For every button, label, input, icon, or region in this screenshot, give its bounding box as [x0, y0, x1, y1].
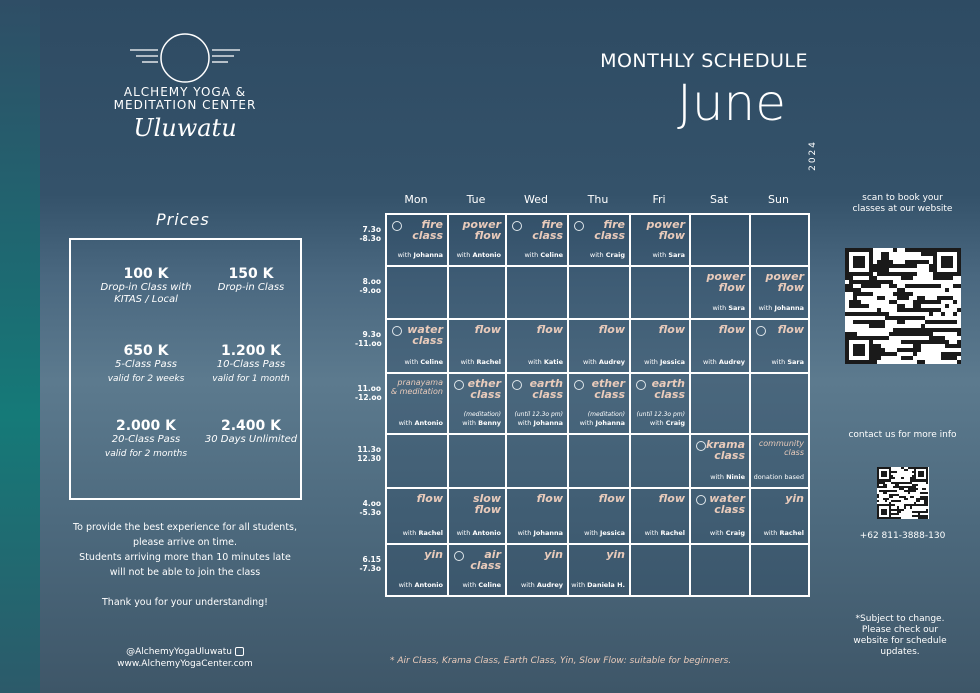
- class-name: ether class: [467, 377, 501, 401]
- notice-line: To provide the best experience for all students,: [72, 522, 298, 533]
- time-end: -12.oo: [355, 393, 382, 402]
- class-name: fire class: [532, 218, 563, 242]
- header: [600, 50, 818, 171]
- class-note: (until 12.3o pm): [636, 411, 685, 418]
- class-cell[interactable]: [567, 213, 631, 267]
- price-label: Drop-in Class: [217, 282, 285, 293]
- brand-location: Uluwatu: [133, 114, 237, 142]
- instructor-name: Rachel: [779, 529, 804, 537]
- contact-qr-code[interactable]: [877, 467, 929, 519]
- empty-cell: [385, 433, 449, 489]
- day-header-sun: Sun: [768, 193, 789, 206]
- class-name: flow: [598, 492, 625, 505]
- instructor-name: Johanna: [413, 251, 443, 259]
- class-name: pranayama & meditation: [390, 378, 443, 396]
- time-label: [355, 277, 381, 295]
- class-name: yin: [544, 548, 563, 561]
- empty-cell: [629, 265, 691, 320]
- sun-logo-icon: [130, 30, 240, 86]
- instructor-name: Daniela H.: [587, 581, 625, 589]
- class-instructor: [703, 358, 745, 366]
- price-item: [196, 420, 306, 446]
- class-name: water class: [407, 323, 443, 347]
- class-cell[interactable]: [505, 543, 569, 597]
- class-instructor: [754, 473, 804, 481]
- price-note: valid for 2 months: [104, 449, 188, 459]
- notice: [60, 520, 310, 610]
- with-label: with: [404, 358, 419, 366]
- empty-cell: [629, 433, 691, 489]
- instructor-name: Audrey: [598, 358, 625, 366]
- class-name: slow flow: [472, 492, 501, 516]
- with-label: with: [702, 358, 717, 366]
- empty-cell: [505, 433, 569, 489]
- class-instructor: [524, 251, 563, 259]
- day-header-tue: Tue: [466, 193, 486, 206]
- class-instructor: [584, 529, 625, 537]
- time-end: -5.3o: [359, 508, 381, 517]
- with-label: with: [520, 581, 535, 589]
- empty-cell: [629, 543, 691, 597]
- with-label: with: [710, 473, 724, 481]
- class-name: fire class: [594, 218, 625, 242]
- price-label: 30 Days Unlimited: [204, 434, 298, 445]
- instructor-name: Sara: [787, 358, 804, 366]
- price-value: 2.000 K: [115, 418, 176, 434]
- class-instructor: [771, 358, 804, 366]
- class-name: flow: [718, 323, 745, 336]
- instructor-name: Audrey: [718, 358, 745, 366]
- phone: +62 811-3888-130: [859, 531, 946, 541]
- price-item: [196, 268, 306, 294]
- class-cell[interactable]: [447, 372, 507, 435]
- prices-title: Prices: [156, 210, 210, 229]
- class-instructor: [528, 358, 563, 366]
- class-cell[interactable]: [749, 265, 810, 320]
- class-cell[interactable]: [385, 543, 449, 597]
- contact-text: contact us for more info: [848, 430, 957, 440]
- empty-cell: [567, 265, 631, 320]
- class-cell[interactable]: [629, 213, 691, 267]
- instructor-name: Johanna: [774, 304, 804, 312]
- notice-line: [60, 580, 310, 595]
- class-note: (meditation): [463, 411, 501, 418]
- class-name: flow: [658, 323, 685, 336]
- class-name: power flow: [462, 218, 501, 242]
- class-name: power flow: [706, 270, 745, 294]
- instructor-name: Jessica: [659, 358, 685, 366]
- empty-cell: [749, 213, 810, 267]
- class-instructor: [652, 251, 685, 259]
- instructor-name: Celine: [478, 581, 501, 589]
- class-cell[interactable]: [385, 487, 449, 545]
- class-name: yin: [785, 492, 804, 505]
- day-header-sat: Sat: [709, 193, 729, 206]
- qr-module: [957, 360, 961, 364]
- price-label: Drop-in Class with KITAS / Local: [100, 282, 192, 305]
- class-cell[interactable]: [385, 213, 449, 267]
- class-cell[interactable]: [385, 372, 449, 435]
- time-label: [355, 445, 381, 463]
- class-name: power flow: [765, 270, 804, 294]
- class-info: donation based: [753, 473, 804, 481]
- price-value: 100 K: [123, 266, 169, 282]
- class-instructor: [580, 411, 625, 427]
- class-cell[interactable]: [749, 433, 810, 489]
- time-start: 4.oo: [362, 499, 381, 508]
- time-end: -7.3o: [359, 564, 381, 573]
- class-instructor: [712, 304, 745, 312]
- disclaimer: *Subject to change. Please check our website for schedule updates.: [853, 614, 947, 657]
- empty-cell: [447, 265, 507, 320]
- class-instructor: [403, 529, 443, 537]
- class-cell[interactable]: [689, 265, 751, 320]
- notice-line: please arrive on time.: [132, 537, 238, 548]
- class-cell[interactable]: [447, 318, 507, 374]
- instructor-name: Craig: [725, 529, 745, 537]
- day-header-thu: Thu: [587, 193, 609, 206]
- class-instructor: [457, 529, 501, 537]
- instagram-handle[interactable]: @AlchemyYogaUluwatu: [110, 646, 260, 658]
- day-header-mon: Mon: [404, 193, 428, 206]
- with-label: with: [524, 251, 539, 259]
- class-cell[interactable]: [567, 318, 631, 374]
- instructor-name: Antonio: [472, 251, 501, 259]
- booking-qr-code[interactable]: [845, 248, 961, 364]
- day-header-wed: Wed: [524, 193, 548, 206]
- qr-module: [926, 517, 928, 519]
- notice-line: Thank you for your understanding!: [102, 597, 268, 608]
- notice-line: will not be able to join the class: [109, 567, 261, 578]
- empty-cell: [749, 372, 810, 435]
- time-label: [355, 384, 381, 402]
- with-label: with: [517, 529, 532, 537]
- logo: [105, 30, 265, 142]
- class-cell[interactable]: [689, 433, 751, 489]
- social: [110, 646, 260, 670]
- class-instructor: [590, 251, 625, 259]
- day-header-fri: Fri: [652, 193, 666, 206]
- instagram-icon: [235, 647, 244, 656]
- with-label: with: [649, 419, 664, 427]
- year: 2024: [808, 140, 818, 171]
- with-label: with: [460, 358, 475, 366]
- with-label: with: [712, 304, 727, 312]
- instructor-name: Rachel: [418, 529, 443, 537]
- class-name: earth class: [651, 377, 685, 401]
- instructor-name: Audrey: [536, 581, 563, 589]
- with-label: with: [398, 581, 413, 589]
- with-label: with: [397, 251, 412, 259]
- class-cell[interactable]: [567, 487, 631, 545]
- price-value: 150 K: [228, 266, 274, 282]
- class-name: water class: [709, 492, 745, 516]
- with-label: with: [582, 358, 597, 366]
- time-end: -9.oo: [359, 286, 381, 295]
- class-name: flow: [536, 492, 563, 505]
- class-instructor: [644, 358, 685, 366]
- class-instructor: [515, 411, 563, 427]
- class-name: earth class: [529, 377, 563, 401]
- empty-cell: [567, 433, 631, 489]
- class-cell[interactable]: [385, 318, 449, 374]
- class-instructor: [637, 411, 685, 427]
- time-start: 6.15: [362, 555, 381, 564]
- with-label: with: [771, 358, 786, 366]
- with-label: with: [579, 419, 594, 427]
- class-cell[interactable]: [689, 318, 751, 374]
- class-cell[interactable]: [505, 487, 569, 545]
- class-instructor: [583, 358, 625, 366]
- price-item: [91, 345, 201, 385]
- with-label: with: [456, 529, 471, 537]
- class-name: fire class: [412, 218, 443, 242]
- class-note: (until 12.3o pm): [514, 411, 563, 418]
- class-instructor: [457, 251, 501, 259]
- with-label: with: [462, 419, 477, 427]
- class-name: community class: [758, 439, 804, 457]
- price-item: [91, 268, 201, 306]
- price-value: 650 K: [123, 343, 169, 359]
- brand-name-1: ALCHEMY YOGA &: [123, 85, 247, 99]
- class-instructor: [462, 581, 501, 589]
- class-name: flow: [658, 492, 685, 505]
- class-instructor: [710, 473, 745, 481]
- class-cell[interactable]: [629, 372, 691, 435]
- time-end: -11.oo: [355, 339, 382, 348]
- class-name: krama class: [705, 438, 745, 462]
- with-label: with: [644, 529, 659, 537]
- notice-line: Students arriving more than 10 minutes late: [79, 552, 291, 563]
- class-cell[interactable]: [567, 372, 631, 435]
- empty-cell: [689, 543, 751, 597]
- time-start: 8.oo: [362, 277, 381, 286]
- instructor-name: Johanna: [533, 419, 563, 427]
- instructor-name: Celine: [420, 358, 443, 366]
- price-label: 20-Class Pass: [111, 434, 181, 445]
- time-end: 12.30: [357, 454, 381, 463]
- time-label: [355, 330, 381, 348]
- element-icon: [756, 326, 766, 336]
- empty-cell: [505, 265, 569, 320]
- footnote: * Air Class, Krama Class, Earth Class, Yin, Slow Flow: suitable for beginners.: [390, 656, 732, 666]
- class-instructor: [759, 304, 804, 312]
- instructor-name: Benny: [478, 419, 501, 427]
- class-name: yin: [606, 548, 625, 561]
- class-instructor: [461, 358, 501, 366]
- instructor-name: Rachel: [476, 358, 501, 366]
- price-label: 10-Class Pass: [216, 359, 286, 370]
- instructor-name: Antonio: [414, 581, 443, 589]
- with-label: with: [571, 581, 586, 589]
- class-note: (meditation): [587, 411, 625, 418]
- class-instructor: [571, 581, 625, 589]
- with-label: with: [763, 529, 778, 537]
- class-cell[interactable]: [629, 318, 691, 374]
- booking-text: scan to book your classes at our website: [852, 193, 953, 214]
- brand-name-2: MEDITATION CENTER: [113, 98, 257, 112]
- class-cell[interactable]: [505, 318, 569, 374]
- with-label: with: [652, 251, 667, 259]
- with-label: with: [398, 419, 413, 427]
- empty-cell: [689, 213, 751, 267]
- instructor-name: Antonio: [414, 419, 443, 427]
- instructor-name: Jessica: [599, 529, 625, 537]
- class-name: air class: [470, 548, 501, 572]
- class-name: flow: [777, 323, 804, 336]
- price-item: [91, 420, 201, 460]
- with-label: with: [709, 529, 724, 537]
- price-item: [196, 345, 306, 385]
- class-instructor: [645, 529, 685, 537]
- class-cell[interactable]: [629, 487, 691, 545]
- instructor-name: Antonio: [472, 529, 501, 537]
- class-name: flow: [474, 323, 501, 336]
- class-instructor: [399, 581, 443, 589]
- time-start: 11.3o: [357, 445, 381, 454]
- empty-cell: [689, 372, 751, 435]
- class-cell[interactable]: [505, 372, 569, 435]
- with-label: with: [517, 419, 532, 427]
- time-label: [355, 225, 381, 243]
- instructor-name: Johanna: [595, 419, 625, 427]
- instructor-name: Ninie: [726, 473, 745, 481]
- empty-cell: [385, 265, 449, 320]
- class-name: flow: [416, 492, 443, 505]
- instructor-name: Celine: [540, 251, 563, 259]
- with-label: with: [402, 529, 417, 537]
- class-name: power flow: [646, 218, 685, 242]
- class-cell[interactable]: [749, 487, 810, 545]
- class-instructor: [399, 419, 443, 427]
- with-label: with: [758, 304, 773, 312]
- time-start: 9.3o: [362, 330, 381, 339]
- class-cell[interactable]: [447, 487, 507, 545]
- time-start: 11.oo: [357, 384, 381, 393]
- with-label: with: [584, 529, 598, 537]
- instructor-name: Sara: [668, 251, 685, 259]
- class-cell[interactable]: [689, 487, 751, 545]
- class-cell[interactable]: [749, 318, 810, 374]
- class-name: yin: [424, 548, 443, 561]
- class-instructor: [518, 529, 563, 537]
- class-instructor: [398, 251, 443, 259]
- with-label: with: [462, 581, 477, 589]
- time-end: -8.3o: [359, 234, 381, 243]
- schedule-title: MONTHLY SCHEDULE: [600, 50, 808, 72]
- with-label: with: [527, 358, 542, 366]
- class-instructor: [462, 411, 501, 427]
- price-value: 2.400 K: [220, 418, 281, 434]
- schedule-grid: [355, 210, 810, 595]
- price-note: valid for 1 month: [212, 374, 290, 384]
- instructor-name: Craig: [605, 251, 625, 259]
- instructor-name: Rachel: [660, 529, 685, 537]
- empty-cell: [749, 543, 810, 597]
- class-cell[interactable]: [567, 543, 631, 597]
- time-label: [355, 555, 381, 573]
- empty-cell: [447, 433, 507, 489]
- website-link[interactable]: www.AlchemyYogaCenter.com: [117, 659, 253, 669]
- instructor-name: Johanna: [533, 529, 563, 537]
- time-start: 7.3o: [362, 225, 381, 234]
- class-instructor: [404, 358, 443, 366]
- class-cell[interactable]: [447, 213, 507, 267]
- class-cell[interactable]: [447, 543, 507, 597]
- price-label: 5-Class Pass: [114, 359, 178, 370]
- with-label: with: [644, 358, 658, 366]
- price-value: 1.200 K: [220, 343, 281, 359]
- instructor-name: Katie: [543, 358, 563, 366]
- class-instructor: [764, 529, 804, 537]
- class-name: flow: [536, 323, 563, 336]
- class-instructor: [710, 529, 745, 537]
- class-name: ether class: [591, 377, 625, 401]
- class-instructor: [521, 581, 563, 589]
- price-note: valid for 2 weeks: [107, 374, 185, 384]
- with-label: with: [456, 251, 471, 259]
- class-cell[interactable]: [505, 213, 569, 267]
- class-name: flow: [598, 323, 625, 336]
- time-label: [355, 499, 381, 517]
- teal-side-strip: [0, 0, 40, 693]
- prices-box: [69, 238, 302, 500]
- instructor-name: Craig: [665, 419, 685, 427]
- with-label: with: [589, 251, 604, 259]
- month: June: [677, 74, 786, 132]
- instructor-name: Sara: [728, 304, 745, 312]
